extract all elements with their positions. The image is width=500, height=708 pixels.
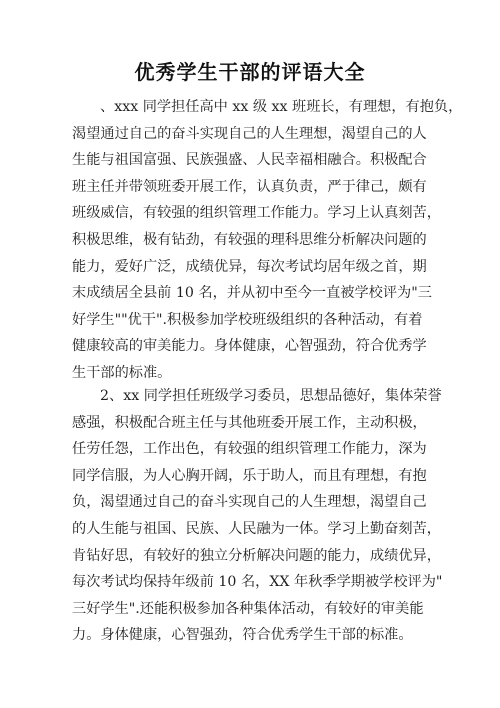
paragraph-line: 健康较高的审美能力。身体健康，心智强劲，符合优秀学 <box>72 338 427 355</box>
paragraph-line: 力。身体健康，心智强劲，符合优秀学生干部的标准。 <box>72 627 413 644</box>
paragraph-line: 能力，爱好广泛，成绩优异，每次考试均居年级之首，期 <box>72 258 427 275</box>
paragraph-line: 渴望通过自己的奋斗实现自己的人生理想，渴望自己的人 <box>72 125 427 142</box>
paragraph-line: 感强，积极配合班主任与其他班委开展工作，主动积极， <box>72 414 427 431</box>
paragraph-line: 好学生""优干".积极参加学校班级组织的各种活动，有着 <box>72 311 423 328</box>
paragraph-line: 末成绩居全县前 10 名，并从初中至今一直被学校评为"三 <box>72 285 432 302</box>
paragraph-line: 生能与祖国富强、民族强盛、人民幸福相融合。积极配合 <box>72 152 427 169</box>
paragraph-line: 班主任并带领班委开展工作，认真负责，严于律己，颇有 <box>72 178 427 195</box>
paragraph-line: 、xxx 同学担任高中 xx 级 xx 班班长，有理想，有抱负， <box>100 99 463 115</box>
paragraph-line: 负，渴望通过自己的奋斗实现自己的人生理想，渴望自己 <box>72 494 427 511</box>
paragraph-line: 同学信服，为人心胸开阔，乐于助人，而且有理想，有抱 <box>72 467 427 484</box>
paragraph-line: 积极思维，极有钻劲，有较强的理科思维分析解决问题的 <box>72 231 427 248</box>
paragraph-line: 肯钻好思，有较好的独立分析解决问题的能力，成绩优异， <box>72 547 441 564</box>
paragraph-line: 每次考试均保持年级前 10 名，XX 年秋季学期被学校评为" <box>72 574 443 591</box>
document-title: 优秀学生干部的评语大全 <box>134 60 366 84</box>
paragraph-line: 生干部的标准。 <box>72 364 172 381</box>
paragraph-2 <box>72 383 443 649</box>
paragraph-line: 三好学生".还能积极参加各种集体活动，有较好的审美能 <box>72 600 424 617</box>
paragraph-1 <box>72 94 463 387</box>
paragraph-line: 2、xx 同学担任班级学习委员，思想品德好，集体荣誉 <box>100 388 442 404</box>
paragraph-line: 班级威信，有较强的组织管理工作能力。学习上认真刻苦， <box>72 205 441 222</box>
paragraph-line: 的人生能与祖国、民族、人民融为一体。学习上勤奋刻苦， <box>72 520 441 537</box>
paragraph-line: 任劳任怨，工作出色，有较强的组织管理工作能力，深为 <box>72 441 427 458</box>
